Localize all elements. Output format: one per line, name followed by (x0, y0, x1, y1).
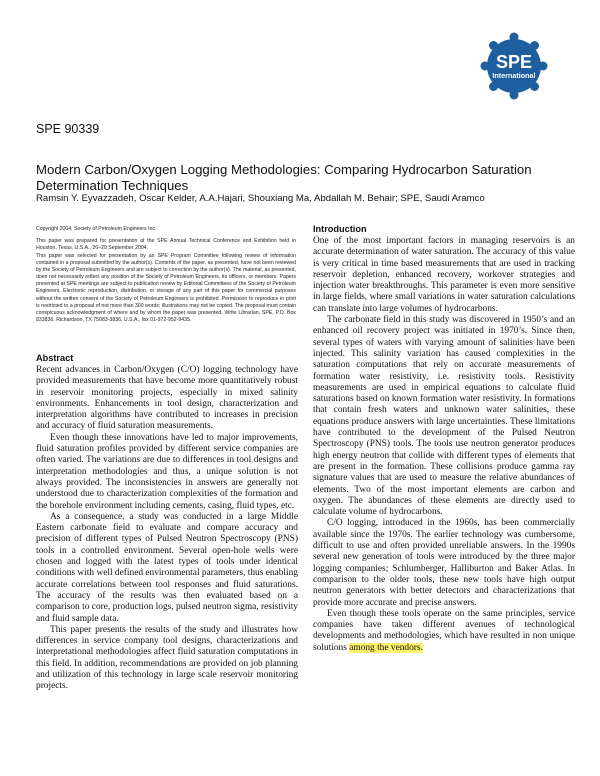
abstract-paragraph: As a consequence, a study was conducted in a large Middle Eastern carbonate field to evaluate and compare accuracy and precision of different types of Pulsed Neutron Spectroscopy (PNS) tools in a controlled environment. Several open-hole wells were chosen and logged with the latest types of tools under identical conditions with well defined environmental parameters, thus enabling accurate correlations between tool responses and fluid saturations. The accuracy of the results was then evaluated based on a comparison to core, production logs, pulsed neutron sigma, resistivity and fluid sample data. (36, 511, 298, 624)
abstract-paragraph: This paper presents the results of the study and illustrates how differences in service company tool designs, characterizations and interpretational methodologies affect fluid saturation computations in this field. In addition, recommendations are provided on job planning and utilization of this technology in large scale reservoir monitoring projects. (36, 624, 298, 692)
abstract-body (36, 365, 298, 693)
authors-line: Ramsin Y. Eyvazzadeh, Oscar Kelder, A.A.Hajari, Shouxiang Ma, Abdallah M. Behair; SPE, Saudi Aramco (36, 193, 485, 204)
abstract-paragraph: Recent advances in Carbon/Oxygen (C/O) logging technology have provided measurements that have become more quantitatively robust in reservoir monitoring projects, especially in mixed salinity environments. Enhancements in tool design, characterization and interpretation algorithms have contributed to increases in precision and accuracy of fluid saturation measurements. (36, 365, 298, 432)
introduction-paragraph: The carbonate field in this study was discovered in 1950’s and an enhanced oil recovery project was initiated in 1970’s. Since then, several types of waters with varying amount of salinities have been injected. This salinity variation has caused complexities in the saturation computations that rely on accurate measurements of formation water resistivity, i.e. resistivity tools. Resistivity measurements are used in empirical equations to calculate fluid saturations based on known formation water resistivity. In formations that contain fresh waters and unknown water salinities, these equations produce answers with large uncertainties. These limitations have contributed to the development of the Pulsed Neutron Spectroscopy (PNS) tools. The tools use neutron generator produces high energy neutron that collide with different types of elements that are present in the formation. These collisions produce gamma ray signature values that are used to measure the relative abundances of elements. Two of the most important elements are carbon and oxygen. The abundances of these elements are directly used to calculate volume of hydrocarbons. (313, 315, 575, 518)
introduction-heading: Introduction (313, 224, 367, 234)
logo-international-text: International (492, 71, 536, 80)
abstract-paragraph: Even though these innovations have led to major improvements, fluid saturation profiles provided by different service companies are often varied. The variations are due to differences in tool designs and interpretation methodologies and thus, a unique solution is not always provided. The inconsistencies in answers are generally not understood due to characterization complexities of the formation and the borehole environment including cements, casing, fluid types, etc. (36, 432, 298, 511)
introduction-body (313, 236, 575, 654)
introduction-paragraph: C/O logging, introduced in the 1960s, has been commercially available since the 1970s. The earlier technology was cumbersome, difficult to use and often provided unreliable answers. In the 1990s several new generation of tools were introduced by the three major logging companies; Schlumberger, Halliburton and Baker Atlas. In comparison to the older tools, these new tools have high output neutron generators with better detectors and characterizations that provide more accurate and precise answers. (313, 518, 575, 608)
spe-international-logo (474, 30, 554, 106)
highlighted-text: among the vendors. (349, 642, 423, 653)
copyright-notice: Copyright 2004, Society of Petroleum Engineers Inc. (36, 226, 157, 232)
preparation-notice: This paper was prepared for presentation at the SPE Annual Technical Conference and Exhibition held in Houston, Texas, U.S.A., 26–29 September 2004. (36, 238, 296, 252)
introduction-paragraph: One of the most important factors in managing reservoirs is an accurate determination of water saturation. The accuracy of this value is very critical in time based measurements that are used in tracking reservoir depletion, enhanced recovery, workover strategies and injection water breakthroughs. This parameter is even more sensitive in large fields, where small variations in water saturation calculations can translate into large volumes of hydrocarbons. (313, 236, 575, 314)
introduction-text: Even though these tools operate on the same principles, service companies have taken different avenues of technological developments and methodologies, which have resulted in non unique solutions (313, 608, 575, 653)
abstract-heading: Abstract (36, 353, 74, 363)
selection-notice: This paper was selected for presentation by an SPE Program Committee following review of information contained in a proposal submitted by the author(s). Contents of the paper, as presented, have not been reviewed by the Society of Petroleum Engineers and are subject to correction by the author(s). The material, as presented, does not necessarily reflect any position of the Society of Petroleum Engineers, its officers, or members. Papers presented at SPE meetings are subject to publication review by Editorial Committees of the Society of Petroleum Engineers. Electronic reproduction, distribution, or storage of any part of this paper for commercial purposes without the written consent of the Society of Petroleum Engineers is prohibited. Permission to reproduce in print is restricted to a proposal of not more than 300 words; illustrations may not be copied. The proposal must contain conspicuous acknowledgment of where and by whom the paper was presented. Write Librarian, SPE, P.O. Box 833836, Richardson, TX 75083-3836, U.S.A., fax 01-972-952-9435. (36, 253, 296, 323)
introduction-paragraph (313, 609, 575, 654)
paper-number: SPE 90339 (36, 122, 100, 136)
logo-spe-text: SPE (495, 52, 533, 72)
paper-title: Modern Carbon/Oxygen Logging Methodologies: Comparing Hydrocarbon Saturation Determination Techniques (36, 162, 532, 193)
